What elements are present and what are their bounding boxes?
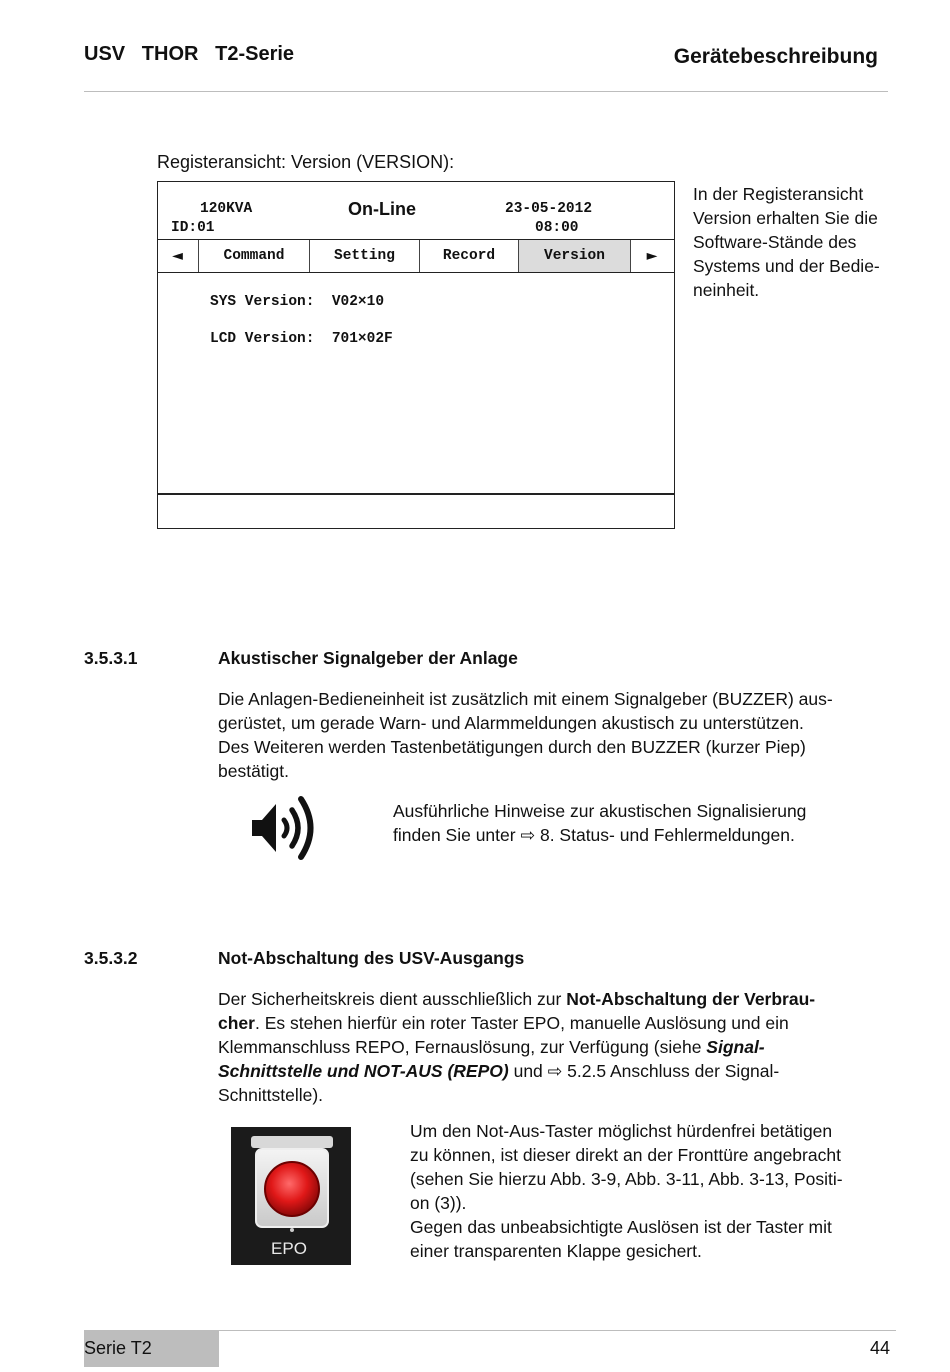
side-note-line: neinheit. — [693, 280, 760, 300]
note-line: Um den Not-Aus-Taster möglichst hürdenfrei betätigen — [410, 1121, 833, 1141]
note-line: Gegen das unbeabsichtigte Auslösen ist der Taster mit — [410, 1217, 832, 1237]
side-note-line: In der Registeransicht — [693, 184, 864, 204]
page-header-left: USV THOR T2-Serie — [84, 43, 295, 65]
epo-note — [410, 1119, 843, 1263]
bold-text: Not-Abschaltung der Verbrau- — [566, 989, 816, 1009]
epo-label: EPO — [271, 1239, 307, 1258]
paragraph-line — [218, 1059, 898, 1083]
lcd-mode: On-Line — [348, 199, 416, 219]
section-paragraph — [218, 687, 898, 783]
lcd-kva: 120KVA — [200, 201, 253, 217]
bold-italic-link[interactable]: Schnittstelle und NOT-AUS (REPO) — [218, 1061, 509, 1081]
text-run: Der Sicherheitskreis dient ausschließlich zur — [218, 989, 567, 1009]
bold-italic-link[interactable]: Signal- — [706, 1037, 765, 1057]
lcd-screen — [157, 181, 675, 529]
note-line: on (3)). — [410, 1193, 467, 1213]
lcd-time: 08:00 — [535, 220, 579, 236]
text-run: und ⇨ 5.2.5 Anschluss der Signal- — [508, 1061, 780, 1081]
tab-setting[interactable]: Setting — [310, 240, 420, 272]
epo-button-photo — [231, 1127, 351, 1265]
note-line: (sehen Sie hierzu Abb. 3-9, Abb. 3-11, Abb. 3-13, Positi- — [410, 1169, 843, 1189]
side-note-line: Version erhalten Sie die — [693, 208, 878, 228]
lcd-status-divider — [158, 493, 674, 495]
note-line: einer transparenten Klappe gesichert. — [410, 1241, 702, 1261]
side-note-line: Software-Stände des — [693, 232, 857, 252]
tab-command[interactable]: Command — [199, 240, 310, 272]
paragraph-line: Schnittstelle). — [218, 1085, 324, 1105]
paragraph-line: bestätigt. — [218, 761, 290, 781]
paragraph-line: Die Anlagen-Bedieneinheit ist zusätzlich mit einem Signalgeber (BUZZER) aus- — [218, 689, 833, 709]
lcd-id: ID:01 — [171, 220, 215, 236]
section-paragraph — [218, 987, 898, 1107]
side-note-line: Systems und der Bedie- — [693, 256, 880, 276]
text-run: Klemmanschluss REPO, Fernauslösung, zur Verfügung (siehe — [218, 1037, 707, 1057]
buzzer-note — [393, 799, 806, 847]
sys-version-line: SYS Version: V02×10 — [210, 294, 385, 310]
lcd-version-line: LCD Version: 701×02F — [210, 331, 393, 347]
tab-version[interactable]: Version — [519, 240, 631, 272]
page-header-right: Gerätebeschreibung — [673, 45, 878, 68]
page-number: 44 — [869, 1338, 890, 1358]
tab-record[interactable]: Record — [420, 240, 519, 272]
paragraph-line — [218, 1011, 898, 1035]
section-title: Not-Abschaltung des USV-Ausgangs — [218, 948, 525, 968]
speaker-icon — [248, 790, 324, 866]
section-number: 3.5.3.1 — [84, 648, 138, 668]
footer-series-label: Serie T2 — [84, 1338, 152, 1358]
lcd-date: 23-05-2012 — [505, 201, 593, 217]
section-number: 3.5.3.2 — [84, 948, 138, 968]
version-side-note — [693, 182, 903, 302]
tab-next-arrow-icon[interactable]: ► — [646, 248, 658, 264]
paragraph-line — [218, 1035, 898, 1059]
section-title: Akustischer Signalgeber der Anlage — [218, 648, 518, 668]
lcd-tab-bar — [157, 239, 675, 273]
bold-text: cher — [218, 1013, 255, 1033]
header-divider — [84, 91, 888, 92]
tab-prev-arrow-icon[interactable]: ◄ — [157, 240, 199, 272]
note-line: zu können, ist dieser direkt an der Fronttüre angebracht — [410, 1145, 841, 1165]
text-run: . Es stehen hierfür ein roter Taster EPO, manuelle Auslösung und ein — [254, 1013, 789, 1033]
paragraph-line: gerüstet, um gerade Warn- und Alarmmeldungen akustisch zu unterstützen. — [218, 713, 804, 733]
register-caption: Registeransicht: Version (VERSION): — [157, 152, 455, 172]
note-line: Ausführliche Hinweise zur akustischen Signalisierung — [393, 801, 807, 821]
paragraph-line: Des Weiteren werden Tastenbetätigungen durch den BUZZER (kurzer Piep) — [218, 737, 806, 757]
note-line: finden Sie unter ⇨ 8. Status- und Fehlermeldungen. — [393, 825, 795, 845]
paragraph-line — [218, 987, 898, 1011]
